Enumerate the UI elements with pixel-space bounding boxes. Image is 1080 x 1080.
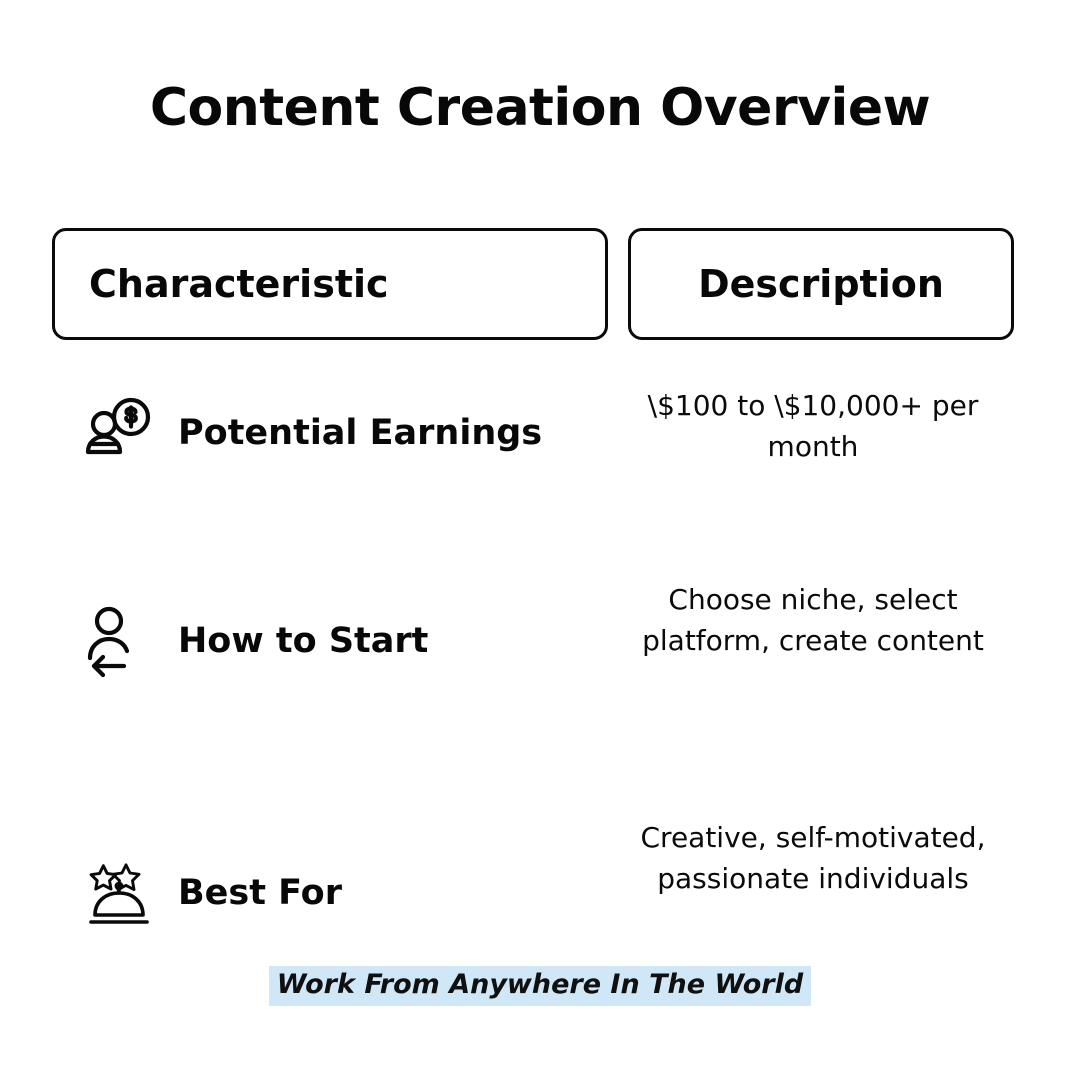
cloche-with-stars-icon — [76, 850, 162, 936]
row-characteristic-cell — [52, 598, 612, 684]
header-cell-characteristic — [52, 228, 608, 340]
row-label: How to Start — [178, 620, 429, 661]
footer-highlight-text: Work From Anywhere In The World — [269, 966, 811, 1006]
row-description-cell: Choose niche, select platform, create content — [642, 583, 984, 657]
person-with-arrow-icon — [76, 598, 162, 684]
page-title: Content Creation Overview — [149, 78, 931, 138]
table-header-row — [52, 228, 1014, 340]
footer — [0, 966, 1080, 1006]
header-label-description: Description — [698, 262, 944, 306]
header-cell-description — [628, 228, 1014, 340]
row-label: Potential Earnings — [178, 412, 543, 453]
row-description-cell: Creative, self-motivated, passionate individuals — [640, 821, 986, 895]
header-label-characteristic: Characteristic — [89, 262, 389, 306]
row-label: Best For — [178, 872, 342, 913]
row-characteristic-cell — [52, 390, 612, 476]
row-description-cell: \$100 to \$10,000+ per month — [647, 389, 979, 463]
table-row — [52, 560, 1014, 790]
person-with-dollar-coin-icon — [76, 390, 162, 476]
table-body — [52, 370, 1014, 1020]
row-characteristic-cell — [52, 850, 612, 936]
table-row — [52, 370, 1014, 560]
